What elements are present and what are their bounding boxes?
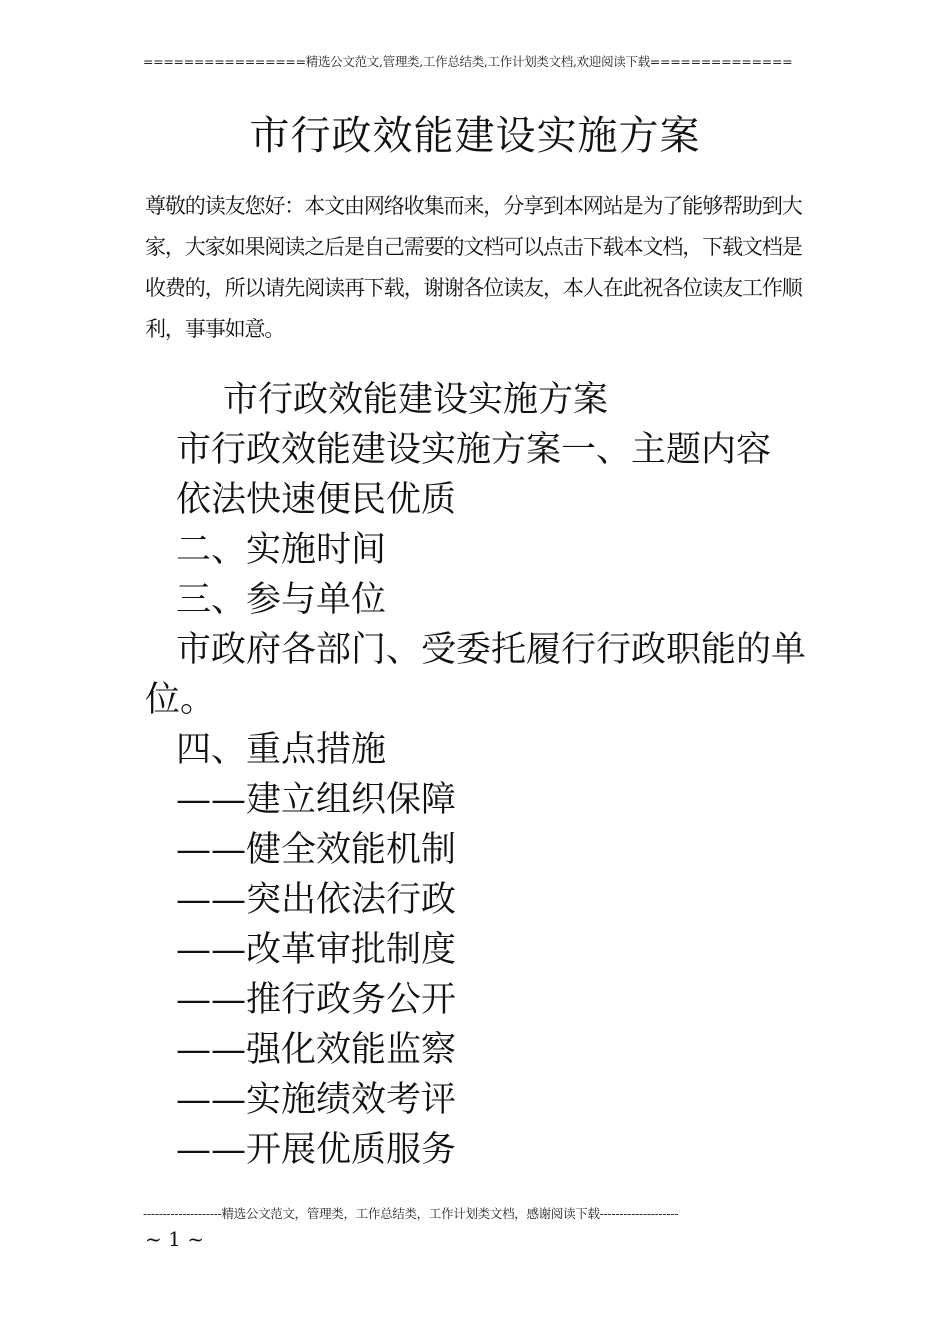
body-subtitle: 市行政效能建设实施方案	[223, 380, 609, 420]
footer-banner: --------------------精选公文范文，管理类，工作总结类，工作计划类文档，感谢阅读下载--------------------	[143, 1206, 679, 1221]
measure-item: ——开展优质服务	[176, 1130, 457, 1170]
header-banner: ================精选公文范文,管理类,工作总结类,工作计划类文档,欢迎阅读下载==============	[143, 54, 793, 69]
measure-item: ——突出依法行政	[176, 880, 457, 920]
measure-item: ——推行政务公开	[176, 980, 457, 1020]
document-title: 市行政效能建设实施方案	[249, 113, 701, 159]
section-line-units-content: 市政府各部门、受委托履行行政职能的单位。	[145, 630, 807, 720]
section-line-theme: 市行政效能建设实施方案一、主题内容	[176, 430, 772, 470]
measure-item: ——改革审批制度	[176, 930, 457, 970]
section-heading-measures: 四、重点措施	[176, 730, 387, 770]
measure-item: ——建立组织保障	[176, 780, 457, 820]
page-number: ~ 1 ~	[145, 1227, 204, 1251]
section-heading-time: 二、实施时间	[176, 530, 387, 570]
measure-item: ——强化效能监察	[176, 1030, 457, 1070]
section-line-theme-content: 依法快速便民优质	[176, 480, 457, 520]
measure-item: ——健全效能机制	[176, 830, 457, 870]
document-body	[145, 375, 810, 1175]
section-heading-units: 三、参与单位	[176, 580, 387, 620]
measure-item: ——实施绩效考评	[176, 1080, 457, 1120]
greeting-paragraph: 尊敬的读友您好：本文由网络收集而来，分享到本网站是为了能够帮助到大家，大家如果阅读之后是自己需要的文档可以点击下载本文档，下载文档是收费的，所以请先阅读再下载，谢谢各位读友，本人在此祝各位读友工作顺利，事事如意。	[145, 194, 802, 341]
